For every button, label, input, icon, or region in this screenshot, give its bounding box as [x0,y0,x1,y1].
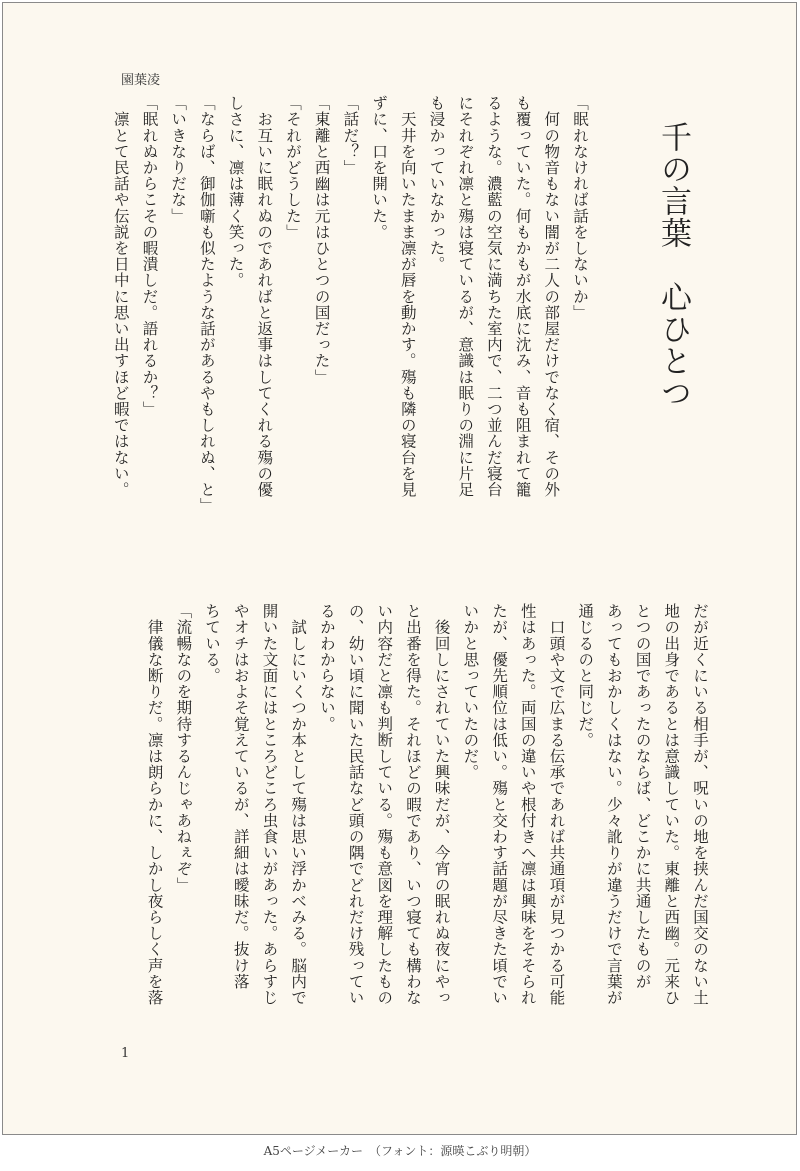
page-number: 1 [121,1046,130,1061]
text-line: 「ならば、御伽噺も似たような話があるやもしれぬ、と」 [197,95,216,514]
text-line: 試しにいくつか本として殤は思い浮かべみる。脳内で [289,603,308,1006]
text-line: 凛とて民話や伝説を日中に思い出すほど暇ではない。 [111,95,130,498]
upper-text-block [106,95,594,555]
text-line: 「東離と西幽は元はひとつの国だった」 [312,95,331,385]
text-line: 天井を向いたまま凛が唇を動かす。殤も隣の寝台を見 [398,95,417,498]
text-line: やオチはおよそ覚えているが、詳細は曖昧だ。抜け落 [231,603,250,990]
lower-text-block [140,603,714,1033]
footer-caption: A5ページメーカー （フォント：源暎こぶり明朝） [263,1144,537,1158]
text-line: と出番を得た。それほどの暇であり、いつ寝ても構わな [403,603,422,1006]
text-line: い内容だと凛も判断している。殤も意図を理解したもの [375,603,394,1006]
text-line: いかと思っていたのだ。 [461,603,480,781]
text-line: 「それがどうした」 [283,95,302,240]
text-line: 性はあった。両国の違いや根付きへ凛は興味をそそられ [518,603,537,1006]
text-line: お互いに眠れぬのであればと返事はしてくれる殤の優 [255,95,274,498]
text-line: も浸かっていなかった。 [427,95,446,273]
text-line: 開いた文面にはところどころ虫食いがあった。あらすじ [260,603,279,1006]
text-line: しさに、凛は薄く笑った。 [226,95,245,289]
text-line: 「いきなりだな」 [169,95,188,224]
text-line: とつの国であったのならば、どこかに共通したものが [633,603,652,990]
text-line: の、幼い頃に聞いた民話など頭の隅でどれだけ残ってい [346,603,365,1006]
page-title: 千の言葉 心ひとつ [655,121,691,409]
text-line: あってもおかしくはない。少々訛りが違うだけで言葉が [604,603,623,1006]
text-line: 「眠れぬからこその暇潰しだ。語れるか？」 [140,95,159,417]
text-line: も覆っていた。何もかもが水底に沈み、音も阻まれて籠 [513,95,532,498]
text-line: ちている。 [203,603,222,684]
text-line: 後回しにされていた興味だが、今宵の眠れぬ夜にやっ [432,603,451,1006]
text-line: 地の出身であるとは意識していた。東離と西幽。元来ひ [662,603,681,1006]
text-line: るような。濃藍の空気に満ちた室内で、二つ並んだ寝台 [484,95,503,498]
text-line: 通じるのと同じだ。 [576,603,595,748]
book-page [2,2,797,1135]
text-line: 「眠れなければ話をしないか」 [571,95,589,321]
text-line: るかわからない。 [317,603,336,732]
text-line: 口頭や文で広まる伝承であれば共通項が見つかる可能 [547,603,566,1006]
text-line: だが近くにいる相手が、呪いの地を挟んだ国交のない土 [691,603,709,1006]
text-line: 「話だ？」 [341,95,360,176]
text-line: 「流暢なのを期待するんじゃあねぇぞ」 [174,603,193,893]
text-line: 律儀な断りだ。凛は朗らかに、しかし夜らしく声を落 [145,603,164,1006]
text-line: 何の物音もない闇が二人の部屋だけでなく宿、その外 [542,95,561,498]
author-name: 園葉凌 [121,73,161,88]
text-line: ずに、口を開いた。 [370,95,389,240]
text-line: たが、優先順位は低い。殤と交わす話題が尽きた頃でい [490,603,509,1006]
text-line: にそれぞれ凛と殤は寝ているが、意識は眠りの淵に片足 [456,95,475,498]
